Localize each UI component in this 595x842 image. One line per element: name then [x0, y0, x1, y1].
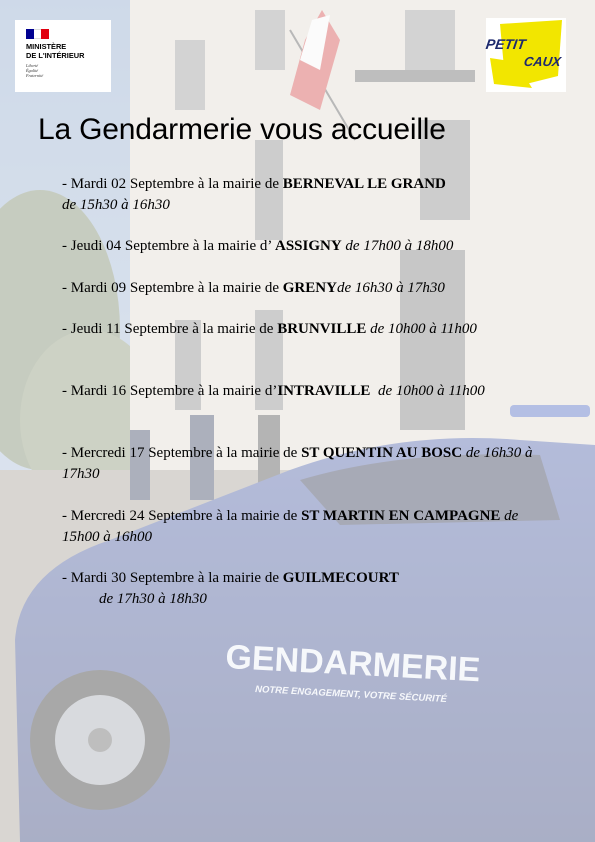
- entry-place: GUILMECOURT: [282, 570, 399, 586]
- schedule-entry-2: [62, 236, 540, 257]
- entry-time: de 16h30 à 17h30: [62, 445, 533, 482]
- entry-date: - Mercredi 24 Septembre à la mairie de: [62, 508, 302, 524]
- entry-time: de 17h30 à 18h30: [99, 591, 207, 607]
- entry-place: GRENY: [282, 280, 337, 296]
- entry-time: de 17h00 à 18h00: [345, 238, 454, 254]
- motto-egalite: Égalité: [26, 68, 39, 73]
- petit-caux-logo: [486, 18, 566, 92]
- entry-date: - Mardi 09 Septembre à la mairie de: [62, 280, 283, 296]
- schedule-entry-7: [62, 506, 540, 548]
- entry-date: - Jeudi 04 Septembre à la mairie d’: [62, 238, 275, 254]
- entry-time: de 10h00 à 11h00: [377, 383, 485, 399]
- entry-date: - Mardi 16 Septembre à la mairie d’: [62, 383, 278, 399]
- entry-date: - Jeudi 11 Septembre à la mairie de: [62, 321, 278, 337]
- schedule-entry-4: [62, 319, 540, 340]
- entry-place: BERNEVAL LE GRAND: [282, 176, 446, 192]
- entry-place: INTRAVILLE: [277, 383, 371, 399]
- ministry-name: [26, 43, 84, 60]
- entry-time: de 16h30 à 17h30: [336, 280, 445, 296]
- entry-place: ST QUENTIN AU BOSC: [301, 445, 463, 461]
- page-title: La Gendarmerie vous accueille: [38, 113, 446, 146]
- entry-place: BRUNVILLE: [277, 321, 367, 337]
- entry-date: - Mardi 30 Septembre à la mairie de: [62, 570, 283, 586]
- entry-time: de 15h00 à 16h00: [62, 508, 519, 545]
- schedule-entry-8: [62, 568, 540, 610]
- flag-white: [34, 29, 42, 39]
- schedule-entry-5: [62, 381, 540, 402]
- petit-caux-word-petit: PETIT: [484, 36, 527, 52]
- flag-blue: [26, 29, 34, 39]
- republic-motto: [26, 63, 43, 78]
- schedule-entry-3: [62, 278, 540, 299]
- entry-place: ST MARTIN EN CAMPAGNE: [301, 508, 501, 524]
- ministere-interieur-logo: [15, 20, 111, 92]
- petit-caux-word-caux: CAUX: [522, 54, 562, 69]
- schedule-entry-1: [62, 174, 540, 216]
- ministry-line-1: MINISTÈRE: [26, 42, 67, 51]
- ministry-line-2: DE L'INTÉRIEUR: [26, 50, 85, 60]
- flag-red: [41, 29, 49, 39]
- entry-date: - Mardi 02 Septembre à la mairie de: [62, 176, 283, 192]
- french-flag-icon: [26, 29, 49, 39]
- schedule-entry-6: [62, 443, 540, 485]
- entry-time: de 10h00 à 11h00: [370, 321, 477, 337]
- entry-time: de 15h30 à 16h30: [62, 197, 170, 213]
- motto-liberte: Liberté: [26, 63, 39, 68]
- entry-date: - Mercredi 17 Septembre à la mairie de: [62, 445, 302, 461]
- entry-place: ASSIGNY: [274, 238, 342, 254]
- motto-fraternite: Fraternité: [26, 73, 44, 78]
